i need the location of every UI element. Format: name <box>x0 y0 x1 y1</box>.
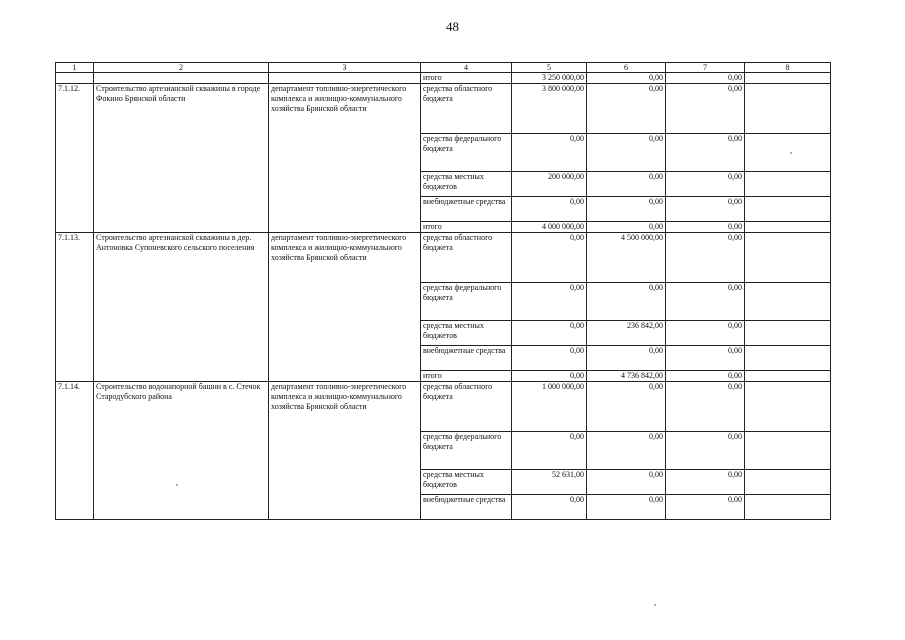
value-col7: 0,00 <box>666 470 745 495</box>
value-col6: 0,00 <box>587 197 666 222</box>
column-number: 5 <box>512 63 587 73</box>
budget-table <box>55 62 831 520</box>
page-number: 48 <box>446 19 459 34</box>
department-cell <box>269 73 421 84</box>
value-col6: 0,00 <box>587 84 666 134</box>
value-col8 <box>745 233 831 283</box>
value-col5: 0,00 <box>512 321 587 346</box>
value-col5: 4 000 000,00 <box>512 222 587 233</box>
value-col8 <box>745 382 831 432</box>
value-col5: 3 250 000,00 <box>512 73 587 84</box>
table-row <box>56 382 831 432</box>
value-col5: 3 800 000,00 <box>512 84 587 134</box>
item-code: 7.1.12. <box>56 84 94 233</box>
value-col8 <box>745 172 831 197</box>
value-col7: 0,00 <box>666 172 745 197</box>
column-number: 1 <box>56 63 94 73</box>
code-cell <box>56 73 94 84</box>
value-col7: 0,00 <box>666 321 745 346</box>
value-col7: 0,00 <box>666 432 745 470</box>
column-number: 7 <box>666 63 745 73</box>
value-col8 <box>745 222 831 233</box>
item-code: 7.1.14. <box>56 382 94 520</box>
total-label: итого <box>421 73 512 84</box>
value-col5: 0,00 <box>512 134 587 172</box>
funding-source: средства федерального бюджета <box>421 134 512 172</box>
value-col6: 0,00 <box>587 134 666 172</box>
value-col7: 0,00 <box>666 84 745 134</box>
carry-total-row <box>56 73 831 84</box>
funding-source: средства федерального бюджета <box>421 283 512 321</box>
value-col8 <box>745 73 831 84</box>
value-col6: 236 842,00 <box>587 321 666 346</box>
value-col7: 0,00 <box>666 346 745 371</box>
value-col5: 0,00 <box>512 432 587 470</box>
column-number: 2 <box>94 63 269 73</box>
value-col6: 4 736 842,00 <box>587 371 666 382</box>
value-col8 <box>745 321 831 346</box>
value-col8 <box>745 432 831 470</box>
value-col5: 1 000 000,00 <box>512 382 587 432</box>
funding-source: средства местных бюджетов <box>421 321 512 346</box>
value-col8 <box>745 470 831 495</box>
value-col7: 0,00 <box>666 371 745 382</box>
table-row <box>56 233 831 283</box>
funding-source: средства областного бюджета <box>421 233 512 283</box>
item-code: 7.1.13. <box>56 233 94 382</box>
table-row <box>56 84 831 134</box>
value-col7: 0,00 <box>666 283 745 321</box>
value-col6: 0,00 <box>587 73 666 84</box>
scan-speck <box>654 604 656 606</box>
item-department: департамент топливно-энергетического комплекса и жилищно-коммунального хозяйства Брянской области <box>269 233 421 382</box>
name-cell <box>94 73 269 84</box>
item-name: Строительство артезианской скважины в городе Фокино Брянской области <box>94 84 269 233</box>
funding-source: средства местных бюджетов <box>421 470 512 495</box>
value-col7: 0,00 <box>666 495 745 520</box>
value-col7: 0,00 <box>666 197 745 222</box>
value-col7: 0,00 <box>666 73 745 84</box>
value-col5: 0,00 <box>512 346 587 371</box>
value-col7: 0,00 <box>666 222 745 233</box>
funding-source: средства областного бюджета <box>421 382 512 432</box>
value-col8 <box>745 283 831 321</box>
column-number: 8 <box>745 63 831 73</box>
value-col8 <box>745 84 831 134</box>
item-name: Строительство артезианской скважины в дер. Антоновка Супоневского сельского поселения <box>94 233 269 382</box>
column-number: 4 <box>421 63 512 73</box>
funding-source: средства областного бюджета <box>421 84 512 134</box>
value-col6: 0,00 <box>587 172 666 197</box>
value-col6: 0,00 <box>587 346 666 371</box>
column-number: 6 <box>587 63 666 73</box>
total-label: итого <box>421 371 512 382</box>
value-col6: 0,00 <box>587 222 666 233</box>
value-col5: 0,00 <box>512 371 587 382</box>
value-col5: 0,00 <box>512 283 587 321</box>
value-col7: 0,00 <box>666 134 745 172</box>
value-col8 <box>745 134 831 172</box>
funding-source: внебюджетные средства <box>421 495 512 520</box>
column-number-row <box>56 63 831 73</box>
value-col8 <box>745 495 831 520</box>
funding-source: внебюджетные средства <box>421 346 512 371</box>
value-col6: 0,00 <box>587 470 666 495</box>
funding-source: внебюджетные средства <box>421 197 512 222</box>
value-col6: 0,00 <box>587 382 666 432</box>
value-col7: 0,00 <box>666 233 745 283</box>
scan-speck <box>176 484 178 486</box>
item-department: департамент топливно-энергетического комплекса и жилищно-коммунального хозяйства Брянской области <box>269 382 421 520</box>
value-col5: 0,00 <box>512 197 587 222</box>
value-col6: 0,00 <box>587 432 666 470</box>
funding-source: средства местных бюджетов <box>421 172 512 197</box>
scan-speck <box>790 152 792 154</box>
value-col5: 0,00 <box>512 233 587 283</box>
item-name: Строительство водонапорной башни в с. Стечок Стародубского района <box>94 382 269 520</box>
value-col6: 0,00 <box>587 283 666 321</box>
funding-source: средства федерального бюджета <box>421 432 512 470</box>
value-col5: 0,00 <box>512 495 587 520</box>
column-number: 3 <box>269 63 421 73</box>
total-label: итого <box>421 222 512 233</box>
item-department: департамент топливно-энергетического комплекса и жилищно-коммунального хозяйства Брянской области <box>269 84 421 233</box>
value-col7: 0,00 <box>666 382 745 432</box>
value-col5: 52 631,00 <box>512 470 587 495</box>
value-col8 <box>745 371 831 382</box>
value-col8 <box>745 197 831 222</box>
value-col5: 200 000,00 <box>512 172 587 197</box>
value-col8 <box>745 346 831 371</box>
value-col6: 0,00 <box>587 495 666 520</box>
value-col6: 4 500 000,00 <box>587 233 666 283</box>
